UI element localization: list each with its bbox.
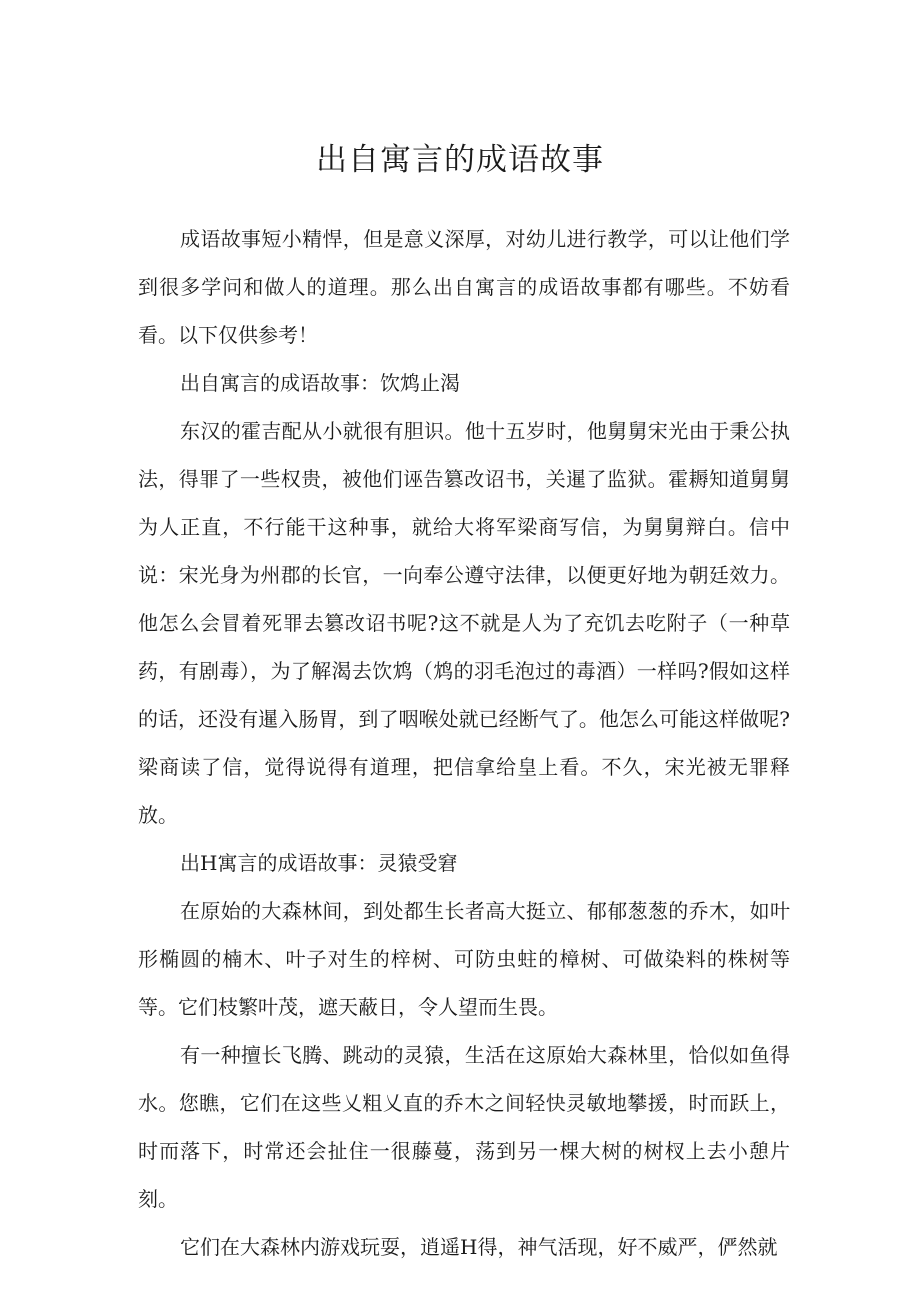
story-paragraph-forest: 在原始的大森林间，到处都生长者高大挺立、郁郁葱葱的乔木，如叶形椭圆的楠木、叶子对生的梓树、可防虫蛀的樟树、可做染料的株树等等。它们枝繁叶茂，遮天蔽日，令人望而生畏。 <box>138 899 790 1019</box>
story-paragraph-playing: 它们在大森林内游戏玩耍，逍遥H得，神气活现，好不威严，俨然就 <box>180 1235 778 1259</box>
story-paragraph-yinzhen: 东汉的霍吉配从小就很有胆识。他十五岁时，他舅舅宋光由于秉公执法，得罪了一些权贵，被他们诬告篡改诏书，关暹了监狱。霍耨知道舅舅为人正直，不行能干这种事，就给大将军梁商写信，为舅舅辩白。信中说：宋光身为州郡的长官，一向奉公遵守法律，以便更好地为朝廷效力。他怎么会冒着死罪去篡改诏书呢?这不就是人为了充饥去吃附子（一种草药，有剧毒），为了解渴去饮鸩（鸩的羽毛泡过的毒酒）一样吗?假如这样的话，还没有暹入肠胃，到了咽喉处就已经断气了。他怎么可能这样做呢?梁商读了信，觉得说得有道理，把信拿给皇上看。不久，宋光被无罪释放。 <box>138 419 790 827</box>
document-body <box>138 215 790 1271</box>
intro-paragraph: 成语故事短小精悍，但是意义深厚，对幼儿进行教学，可以让他们学到很多学问和做人的道理。那么出自寓言的成语故事都有哪些。不妨看看。以下仅供参考！ <box>138 227 790 347</box>
section-heading-yinzhen: 出自寓言的成语故事：饮鸩止渴 <box>180 371 460 395</box>
page-title: 出自寓言的成语故事 <box>316 142 604 178</box>
story-paragraph-ape: 有一种擅长飞腾、跳动的灵猿，生活在这原始大森林里，恰似如鱼得水。您瞧，它们在这些乂粗乂直的乔木之间轻快灵敏地攀援，时而跃上，时而落下，时常还会扯住一很藤蔓，荡到另一棵大树的树杈上去小憩片刻。 <box>138 1043 790 1211</box>
section-heading-lingyuan: 出H寓言的成语故事：灵猿受窘 <box>180 851 458 875</box>
